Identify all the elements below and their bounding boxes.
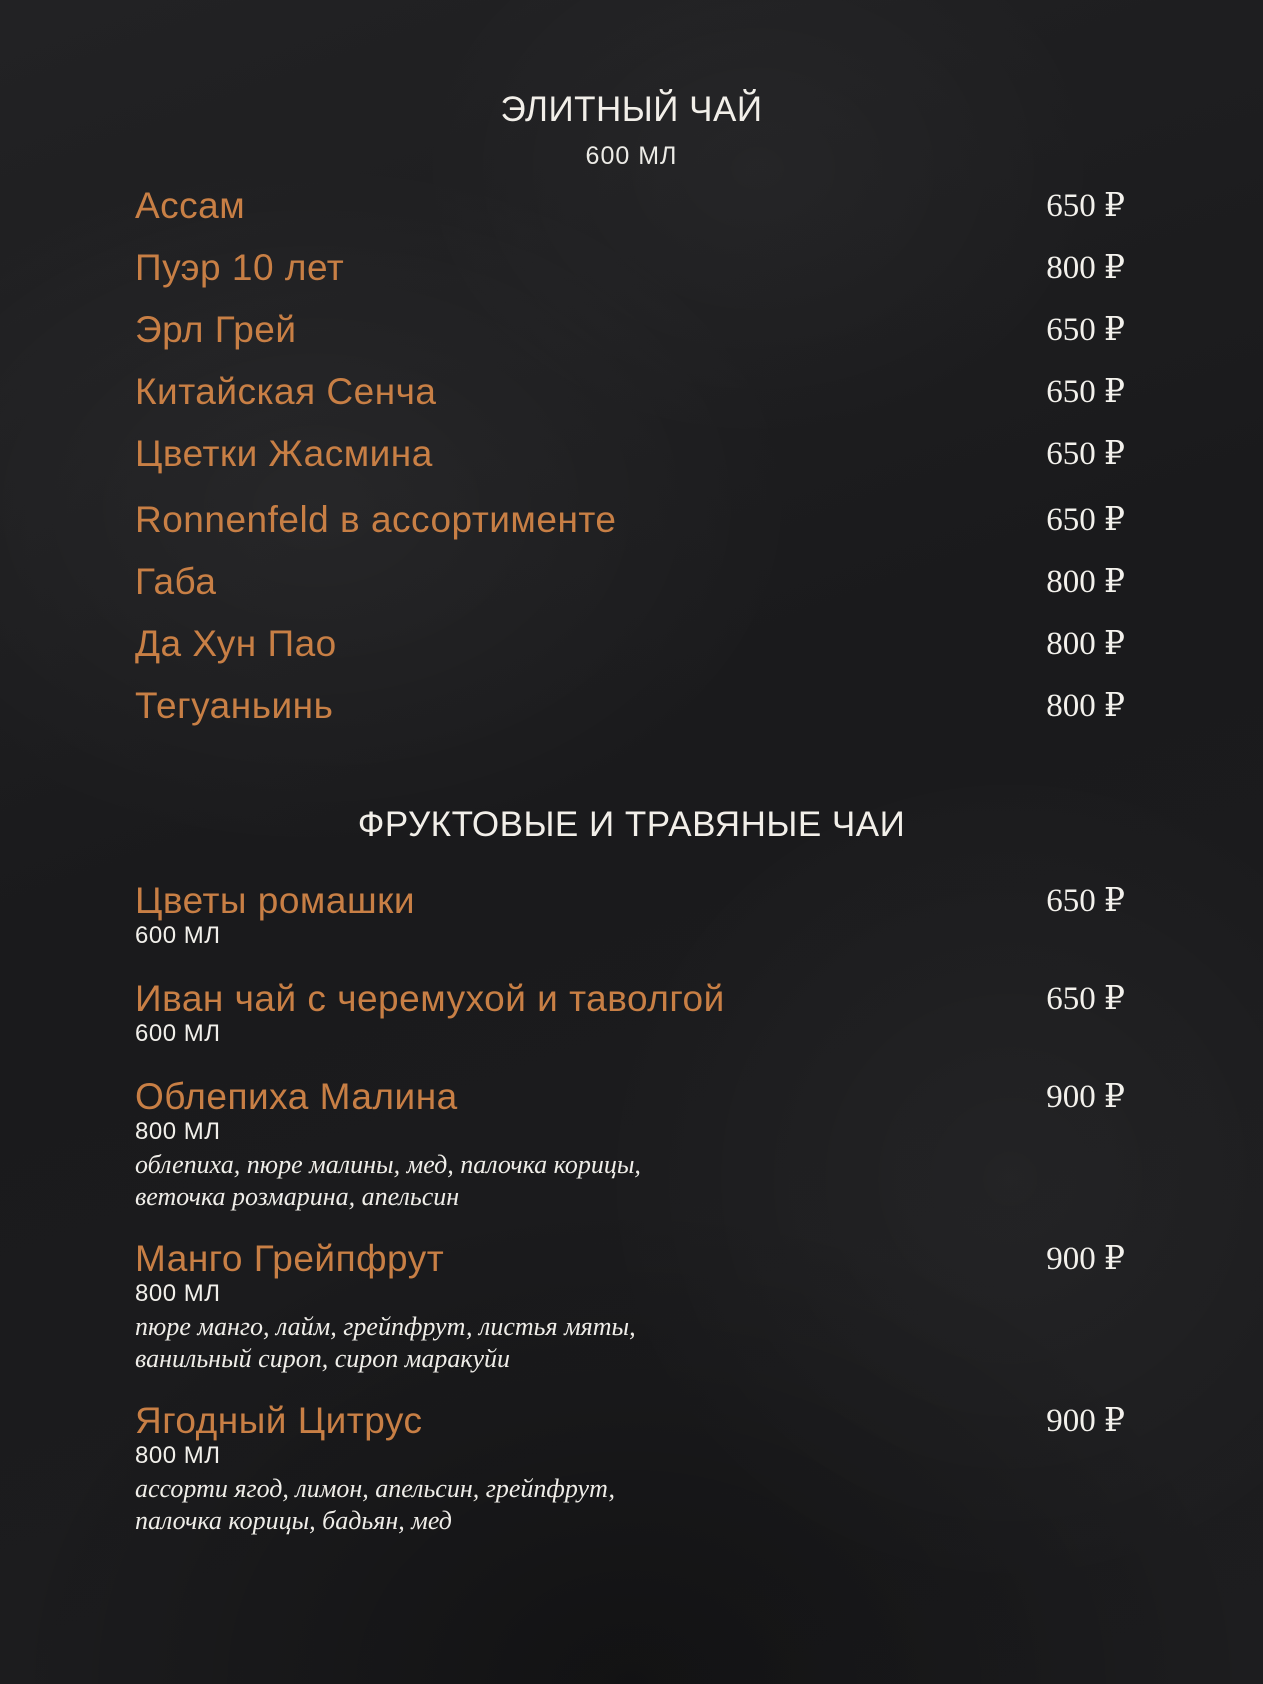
item-volume: 800 МЛ [135, 1118, 221, 1145]
menu-item [135, 557, 1125, 607]
item-name: Ассам [135, 185, 246, 226]
item-name: Иван чай с черемухой и таволгой [135, 978, 725, 1019]
item-price: 900 ₽ [1046, 1079, 1125, 1115]
item-price: 900 ₽ [1046, 1403, 1125, 1439]
menu-item [135, 243, 1125, 293]
item-volume: 600 МЛ [135, 1020, 221, 1047]
menu-item [135, 1072, 1125, 1211]
item-description [135, 1311, 636, 1375]
item-name: Тегуаньинь [135, 685, 334, 726]
menu-item [135, 619, 1125, 669]
item-volume: 800 МЛ [135, 1280, 221, 1307]
item-name: Пуэр 10 лет [135, 247, 345, 288]
item-volume: 600 МЛ [135, 922, 221, 949]
item-name: Цветки Жасмина [135, 433, 433, 474]
menu-item [135, 181, 1125, 231]
item-price: 650 ₽ [1046, 981, 1125, 1017]
item-price: 800 ₽ [1046, 688, 1125, 724]
menu-item [135, 1396, 1125, 1535]
item-price: 900 ₽ [1046, 1241, 1125, 1277]
item-description [135, 1473, 615, 1537]
item-name: Облепиха Малина [135, 1076, 458, 1117]
menu-item [135, 681, 1125, 731]
menu-item [135, 367, 1125, 417]
item-description [135, 1149, 641, 1213]
item-name: Ronnenfeld в ассортименте [135, 499, 617, 540]
menu-item [135, 1234, 1125, 1373]
item-name: Габа [135, 561, 217, 602]
section-title-elite-tea: ЭЛИТНЫЙ ЧАЙ [500, 90, 763, 129]
item-description-line: облепиха, пюре малины, мед, палочка корицы, [135, 1150, 641, 1179]
menu-item [135, 429, 1125, 479]
item-name: Да Хун Пао [135, 623, 337, 664]
item-description-line: палочка корицы, бадьян, мед [135, 1506, 452, 1535]
item-price: 650 ₽ [1046, 883, 1125, 919]
item-price: 650 ₽ [1046, 188, 1125, 224]
item-name: Ягодный Цитрус [135, 1400, 423, 1441]
item-description-line: ванильный сироп, сироп маракуйи [135, 1344, 511, 1373]
item-price: 650 ₽ [1046, 502, 1125, 538]
item-description-line: пюре манго, лайм, грейпфрут, листья мяты, [135, 1312, 636, 1341]
item-price: 650 ₽ [1046, 312, 1125, 348]
menu-item [135, 495, 1125, 545]
item-name: Манго Грейпфрут [135, 1238, 445, 1279]
item-volume: 800 МЛ [135, 1442, 221, 1469]
item-description-line: ассорти ягод, лимон, апельсин, грейпфрут, [135, 1474, 615, 1503]
menu-item [135, 974, 1125, 1047]
item-price: 800 ₽ [1046, 564, 1125, 600]
item-name: Эрл Грей [135, 309, 297, 350]
item-price: 650 ₽ [1046, 436, 1125, 472]
item-price: 800 ₽ [1046, 250, 1125, 286]
menu-item [135, 876, 1125, 949]
item-name: Китайская Сенча [135, 371, 437, 412]
menu-item [135, 305, 1125, 355]
section-title-fruit-herbal-tea: ФРУКТОВЫЕ И ТРАВЯНЫЕ ЧАИ [357, 805, 906, 844]
item-name: Цветы ромашки [135, 880, 415, 921]
section-volume-elite-tea: 600 МЛ [585, 142, 678, 170]
item-price: 650 ₽ [1046, 374, 1125, 410]
item-description-line: веточка розмарина, апельсин [135, 1182, 460, 1211]
item-price: 800 ₽ [1046, 626, 1125, 662]
